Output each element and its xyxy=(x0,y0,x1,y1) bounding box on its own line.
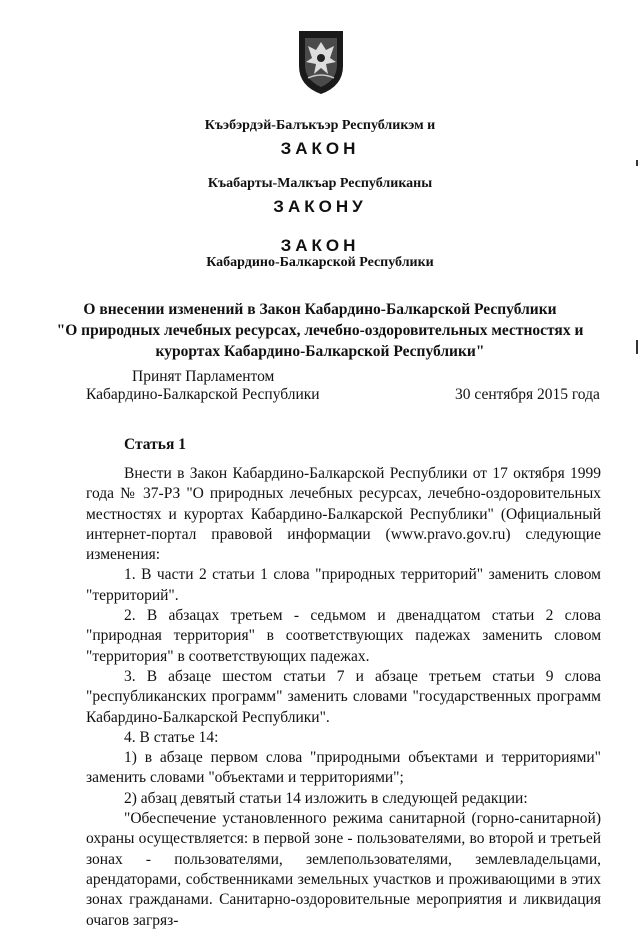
paragraph: 1. В части 2 статьи 1 слова "природных территорий" заменить словом "территорий". xyxy=(86,566,601,604)
paragraph: 1) в абзаце первом слова "природными объектами и территориями" заменить словами "объектами и территориями"; xyxy=(86,749,601,787)
scan-margin-mark xyxy=(636,160,638,166)
article-heading: Статья 1 xyxy=(124,436,186,453)
paragraph: 4. В статье 14: xyxy=(124,728,219,746)
paragraph: 2) абзац девятый статьи 14 изложить в следующей редакции: xyxy=(124,789,528,807)
law-heading-russian: ЗАКОН xyxy=(280,236,360,255)
paragraph: 3. В абзаце шестом статьи 7 и абзаце третьем статьи 9 слова "республиканских программ" заменить словами "государственных программ Кабардино-Балкарской Республики". xyxy=(86,667,601,726)
coat-of-arms-icon xyxy=(296,28,346,96)
adoption-date: 30 сентября 2015 года xyxy=(455,386,600,403)
paragraph: Внести в Закон Кабардино-Балкарской Республики от 17 октября 1999 года № 37-РЗ "О природных лечебных ресурсах, лечебно-оздоровительных местностях и курортах Кабардино-Балкарской Республики" (Официальный интернет-портал правовой информации (www.pravo.gov.ru) следующие изменения: xyxy=(86,465,601,564)
article-body xyxy=(86,464,601,931)
header-line-balkar: Къабарты-Малкъар Республиканы xyxy=(207,176,433,191)
law-title xyxy=(0,299,640,362)
law-heading-kabardian: ЗАКОН xyxy=(280,139,360,158)
header-line-russian: Кабардино-Балкарской Республики xyxy=(206,255,434,270)
scan-margin-mark xyxy=(636,340,638,354)
law-title-line: О внесении изменений в Закон Кабардино-Балкарской Республики xyxy=(83,301,557,318)
paragraph: "Обеспечение установленного режима санитарной (горно-санитарной) охраны осуществляется: в первой зоне - пользователями, во второй и третьей зонах - пользователями, землепользователями, землевладельцами, арендаторами, собственниками земельных участков и проживающими в этих зонах гражданами. Санитарно-оздоровительные мероприятия и ликвидация очагов загряз- xyxy=(86,810,601,929)
law-title-line: курортах Кабардино-Балкарской Республики" xyxy=(155,343,485,360)
paragraph: 2. В абзацах третьем - седьмом и двенадцатом статьи 2 слова "природная территория" в соответствующих падежах заменить словом "территория" в соответствующих падежах. xyxy=(86,607,601,665)
law-heading-balkar: ЗАКОНУ xyxy=(273,197,367,216)
header-line-kabardian: Къэбэрдэй-Балъкъэр Республикэм и xyxy=(204,118,436,133)
adopted-by-parliament: Кабардино-Балкарской Республики xyxy=(86,386,320,403)
adopted-by-line: Принят Парламентом xyxy=(132,368,275,385)
law-title-line: "О природных лечебных ресурсах, лечебно-оздоровительных местностях и xyxy=(56,322,584,339)
